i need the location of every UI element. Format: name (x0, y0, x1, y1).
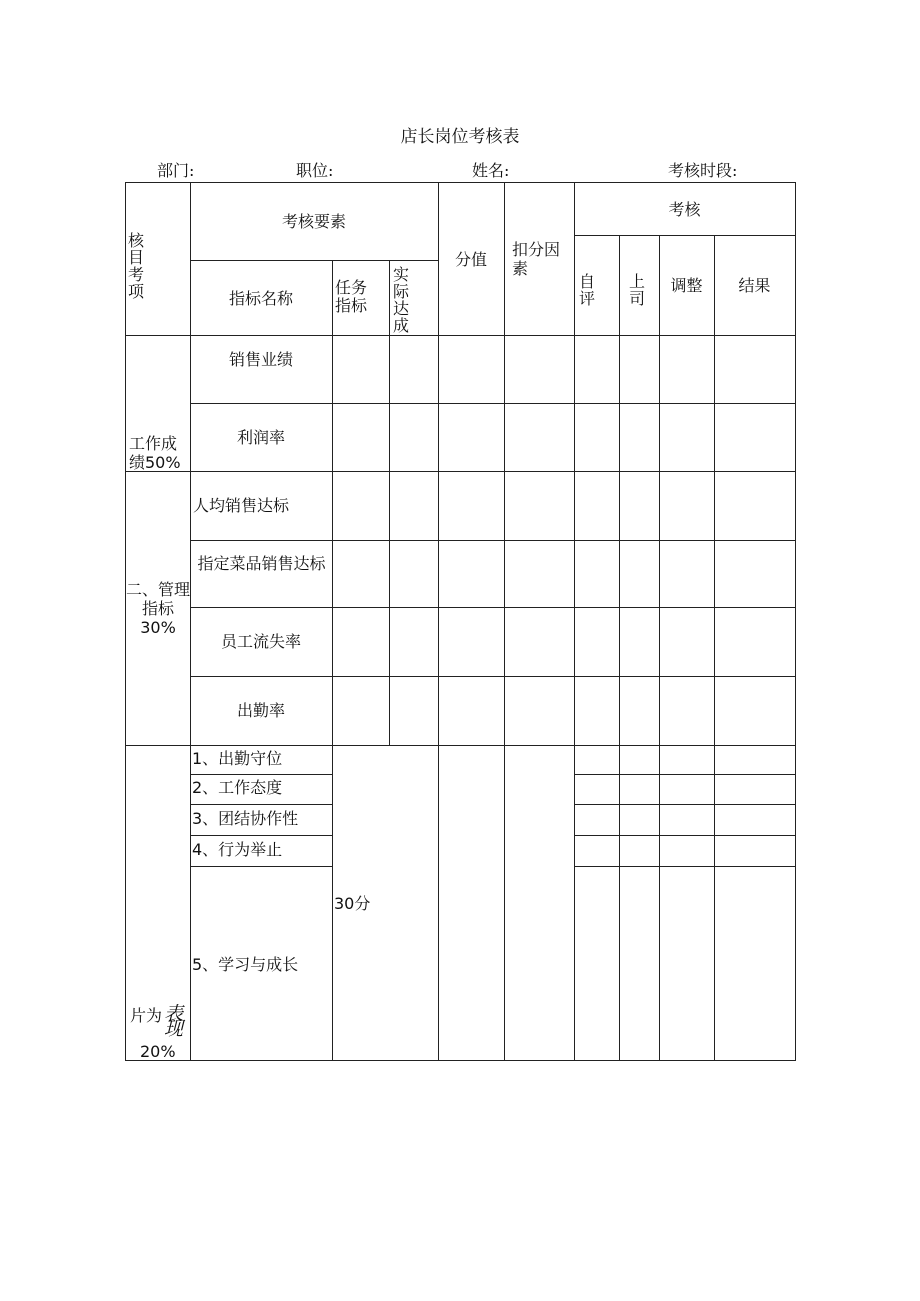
col-deduction-header: 扣分因素 (512, 240, 561, 278)
indicator-sales-performance: 销售业绩 (228, 350, 293, 369)
col-superior-header: 上司 (629, 272, 646, 308)
col-result-header: 结果 (738, 276, 771, 295)
col-score-header: 分值 (454, 250, 487, 269)
col-item-header: 核目考项 (128, 231, 145, 301)
indicator-per-capita-sales: 人均销售达标 (193, 496, 290, 515)
behavior-item-4: 4、行为举止 (192, 840, 283, 859)
section-work-performance-label: 工作成绩50% (129, 434, 181, 472)
page-title: 店长岗位考核表 (400, 127, 520, 147)
indicator-designated-dish-sales: 指定菜品销售达标 (197, 554, 326, 573)
col-review-header: 考核 (668, 200, 701, 219)
name-label: 姓名: (472, 161, 510, 180)
dept-label: 部门: (157, 161, 195, 180)
col-elements-header: 考核要素 (281, 212, 346, 231)
behavior-item-5: 5、学习与成长 (192, 955, 299, 974)
indicator-staff-turnover: 员工流失率 (220, 632, 301, 651)
col-target-header: 任务指标 (335, 278, 368, 315)
col-actual-header: 实际达成 (393, 265, 410, 335)
section-performance-label (130, 1003, 184, 1040)
indicator-attendance-rate: 出勤率 (236, 701, 285, 720)
col-indicator-name-header: 指标名称 (228, 289, 293, 308)
section-performance-label-main: 片为 (130, 1006, 163, 1025)
col-self-header: 自评 (579, 272, 596, 308)
section-management-label: 二、管理指标30% (126, 580, 191, 637)
section-performance-label-italic: 表现 (164, 1003, 184, 1040)
behavior-item-1: 1、出勤守位 (192, 749, 283, 768)
behavior-item-3: 3、团结协作性 (192, 809, 299, 828)
behavior-target-value: 30分 (334, 894, 371, 913)
section-performance-percent: 20% (140, 1042, 176, 1061)
behavior-item-2: 2、工作态度 (192, 778, 283, 797)
indicator-profit-rate: 利润率 (236, 428, 285, 447)
period-label: 考核时段: (668, 161, 738, 180)
position-label: 职位: (296, 161, 334, 180)
col-adjust-header: 调整 (670, 276, 703, 295)
